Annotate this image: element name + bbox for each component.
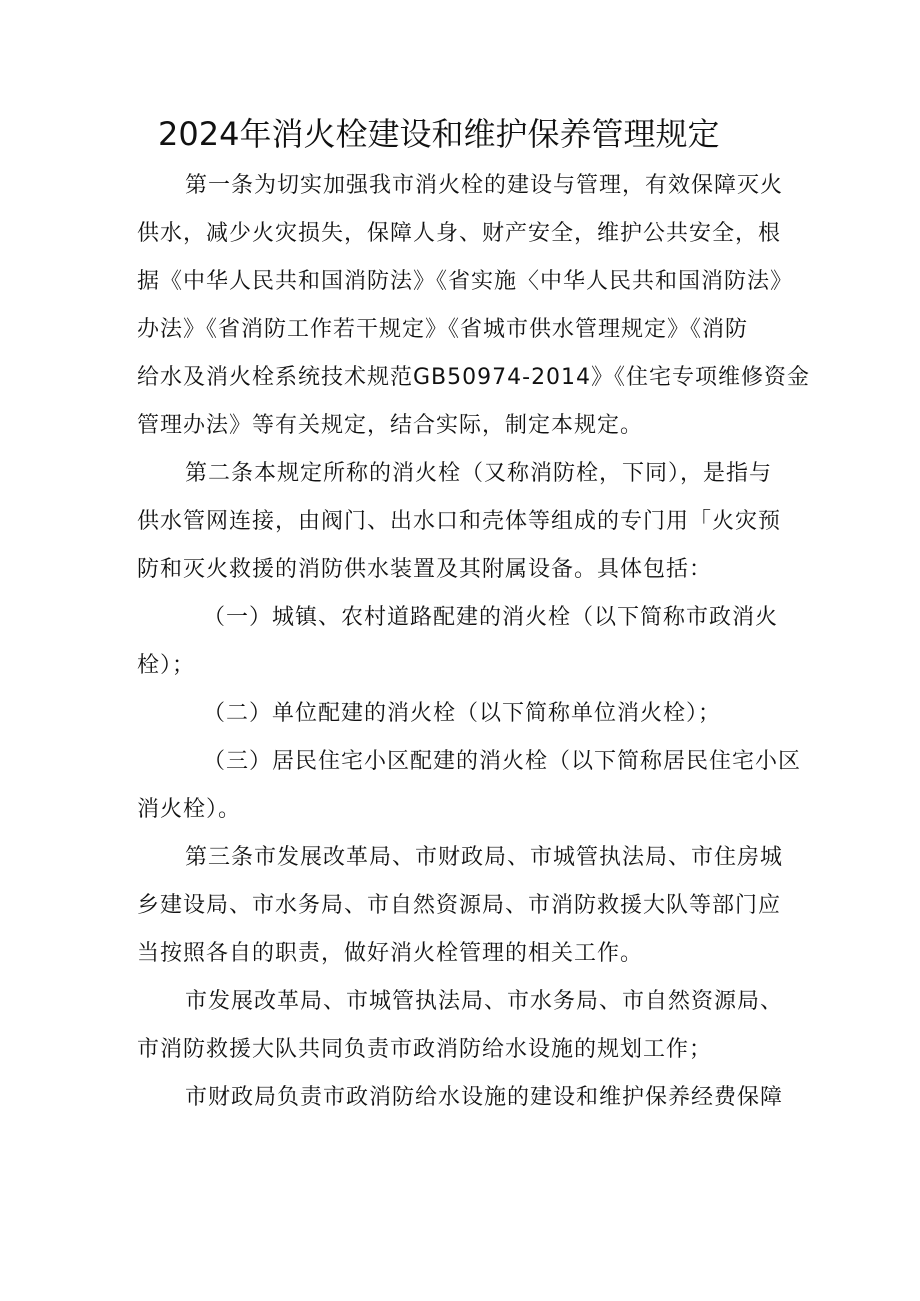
paragraph-line: （二）单位配建的消火栓（以下简称单位消火栓）； <box>203 701 722 726</box>
paragraph-line: 第三条市发展改革局、市财政局、市城管执法局、市住房城 <box>185 845 784 870</box>
paragraph-line: 乡建设局、市水务局、市自然资源局、市消防救援大队等部门应 <box>137 893 782 918</box>
paragraph-line: 管理办法》等有关规定，结合实际，制定本规定。 <box>137 413 644 438</box>
paragraph-line: 第一条为切实加强我市消火栓的建设与管理，有效保障灭火 <box>185 173 784 198</box>
paragraph-line: 市财政局负责市政消防给水设施的建设和维护保养经费保障 <box>185 1085 784 1110</box>
paragraph-line: 消火栓）。 <box>137 797 242 822</box>
paragraph-line: 市发展改革局、市城管执法局、市水务局、市自然资源局、 <box>185 989 784 1014</box>
paragraph-line: 第二条本规定所称的消火栓（又称消防栓，下同），是指与 <box>185 461 773 486</box>
paragraph-line: 供水，减少火灾损失，保障人身、财产安全，维护公共安全，根 <box>137 221 782 246</box>
document-body <box>137 162 811 1122</box>
paragraph-line: （一）城镇、农村道路配建的消火栓（以下简称市政消火 <box>203 605 779 630</box>
document-title: 2024年消火栓建设和维护保养管理规定 <box>158 115 720 153</box>
paragraph-line: 据《中华人民共和国消防法》《省实施〈中华人民共和国消防法》 <box>137 269 794 294</box>
paragraph-line: 栓）； <box>137 653 196 678</box>
paragraph-line: 办法》《省消防工作若干规定》《省城市供水管理规定》《消防 <box>137 317 749 342</box>
paragraph-line: 供水管网连接，由阀门、出水口和壳体等组成的专门用「火灾预 <box>137 509 782 534</box>
paragraph-line: 市消防救援大队共同负责市政消防给水设施的规划工作； <box>137 1037 713 1062</box>
paragraph-line: 当按照各自的职责，做好消火栓管理的相关工作。 <box>137 941 644 966</box>
paragraph-line: （三）居民住宅小区配建的消火栓（以下简称居民住宅小区 <box>203 749 802 774</box>
paragraph-line: 防和灭火救援的消防供水装置及其附属设备。具体包括： <box>137 557 713 582</box>
paragraph-line: 给水及消火栓系统技术规范GB50974-2014》《住宅专项维修资金 <box>137 365 811 390</box>
